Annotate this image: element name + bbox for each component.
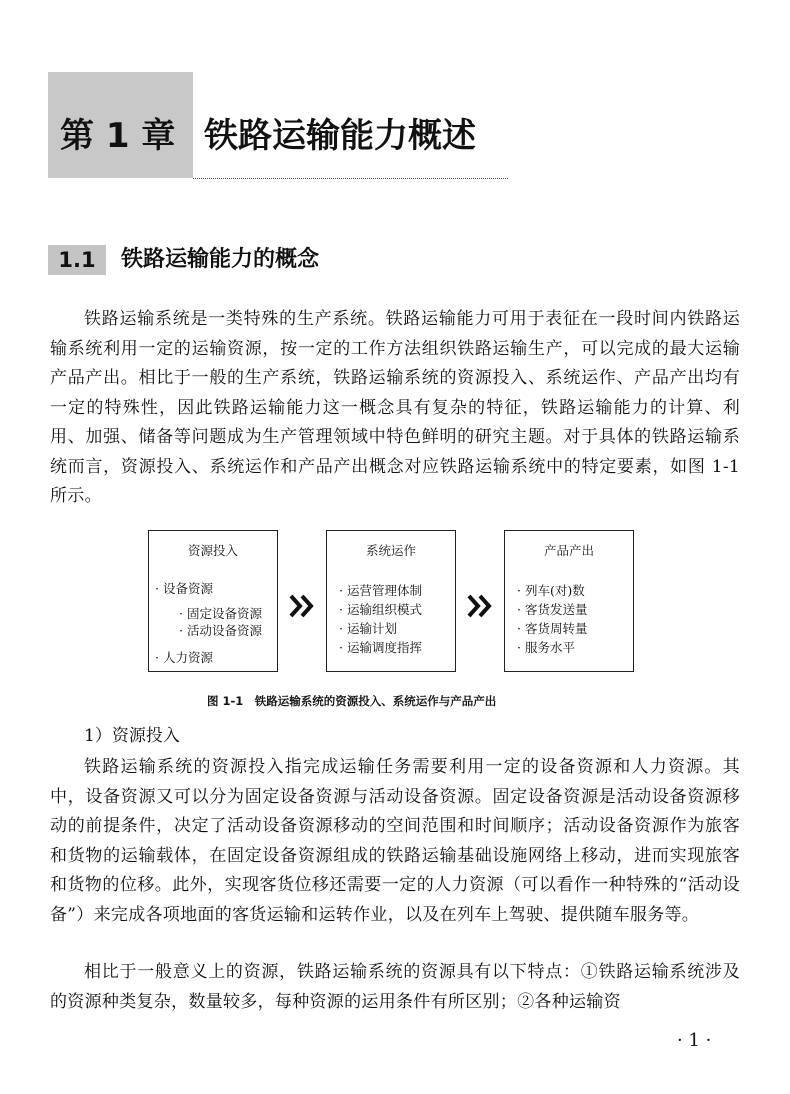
figure-item: · 客货发送量 <box>517 602 588 617</box>
paragraph-intro: 铁路运输系统是一类特殊的生产系统。铁路运输能力可用于表征在一段时间内铁路运输系统利用一定的运输资源，按一定的工作方法组织铁路运输生产，可以完成的最大运输产品产出。相比于一般的生产系统，铁路运输系统的资源投入、系统运作、产品产出均有一定的特殊性，因此铁路运输能力这一概念具有复杂的特征，铁路运输能力的计算、利用、加强、储备等问题成为生产管理领域中特色鲜明的研究主题。对于具体的铁路运输系统而言，资源投入、系统运作和产品产出概念对应铁路运输系统中的特定要素，如图 1-1 所示。 <box>50 309 740 506</box>
figure-item: · 设备资源 <box>155 581 213 596</box>
figure-item: · 列车(对)数 <box>517 583 585 598</box>
figure-item: · 运输组织模式 <box>339 602 422 617</box>
figure-item: · 活动设备资源 <box>179 623 262 638</box>
figure-item: · 运输计划 <box>339 621 397 636</box>
figure-box-product-output <box>504 530 634 672</box>
figure-box-resource-input <box>148 530 278 672</box>
figure-1-1 <box>148 530 638 680</box>
chapter-underline <box>193 178 508 179</box>
paragraph-resource-input: 铁路运输系统的资源投入指完成运输任务需要利用一定的设备资源和人力资源。其中，设备资源又可以分为固定设备资源与活动设备资源。固定设备资源是活动设备资源移动的前提条件，决定了活动设备资源移动的空间范围和时间顺序；活动设备资源作为旅客和货物的运输载体，在固定设备资源组成的铁路运输基础设施网络上移动，进而实现旅客和货物的位移。此外，实现客货位移还需要一定的人力资源（可以看作一种特殊的“活动设备”）来完成各项地面的客货运输和运转作业，以及在列车上驾驶、提供随车服务等。 <box>50 757 740 925</box>
figure-box-title: 系统运作 <box>365 543 416 558</box>
figure-item: · 服务水平 <box>517 640 575 655</box>
figure-item: · 固定设备资源 <box>179 606 262 621</box>
page-number: · 1 · <box>677 1030 712 1051</box>
chapter-title: 铁路运输能力概述 <box>204 116 476 156</box>
chapter-number: 第 1 章 <box>60 116 176 156</box>
double-chevron-right-icon <box>288 592 316 620</box>
chapter-header <box>48 72 508 180</box>
section-number: 1.1 <box>48 245 106 275</box>
figure-caption: 图 1-1 铁路运输系统的资源投入、系统运作与产品产出 <box>207 694 497 708</box>
paragraph-resource-features: 相比于一般意义上的资源，铁路运输系统的资源具有以下特点：①铁路运输系统涉及的资源种类复杂，数量较多，每种资源的运用条件有所区别；②各种运输资 <box>50 962 740 1012</box>
section-title: 铁路运输能力的概念 <box>121 247 320 272</box>
figure-item: · 运营管理体制 <box>339 583 422 598</box>
double-chevron-right-icon <box>466 592 494 620</box>
figure-box-title: 资源投入 <box>187 543 238 558</box>
figure-box-system-operation <box>326 530 456 672</box>
figure-box-title: 产品产出 <box>543 543 594 558</box>
figure-item: · 人力资源 <box>155 650 213 665</box>
figure-item: · 运输调度指挥 <box>339 640 422 655</box>
subheading-resource-input: 1）资源投入 <box>84 726 180 746</box>
figure-item: · 客货周转量 <box>517 621 588 636</box>
